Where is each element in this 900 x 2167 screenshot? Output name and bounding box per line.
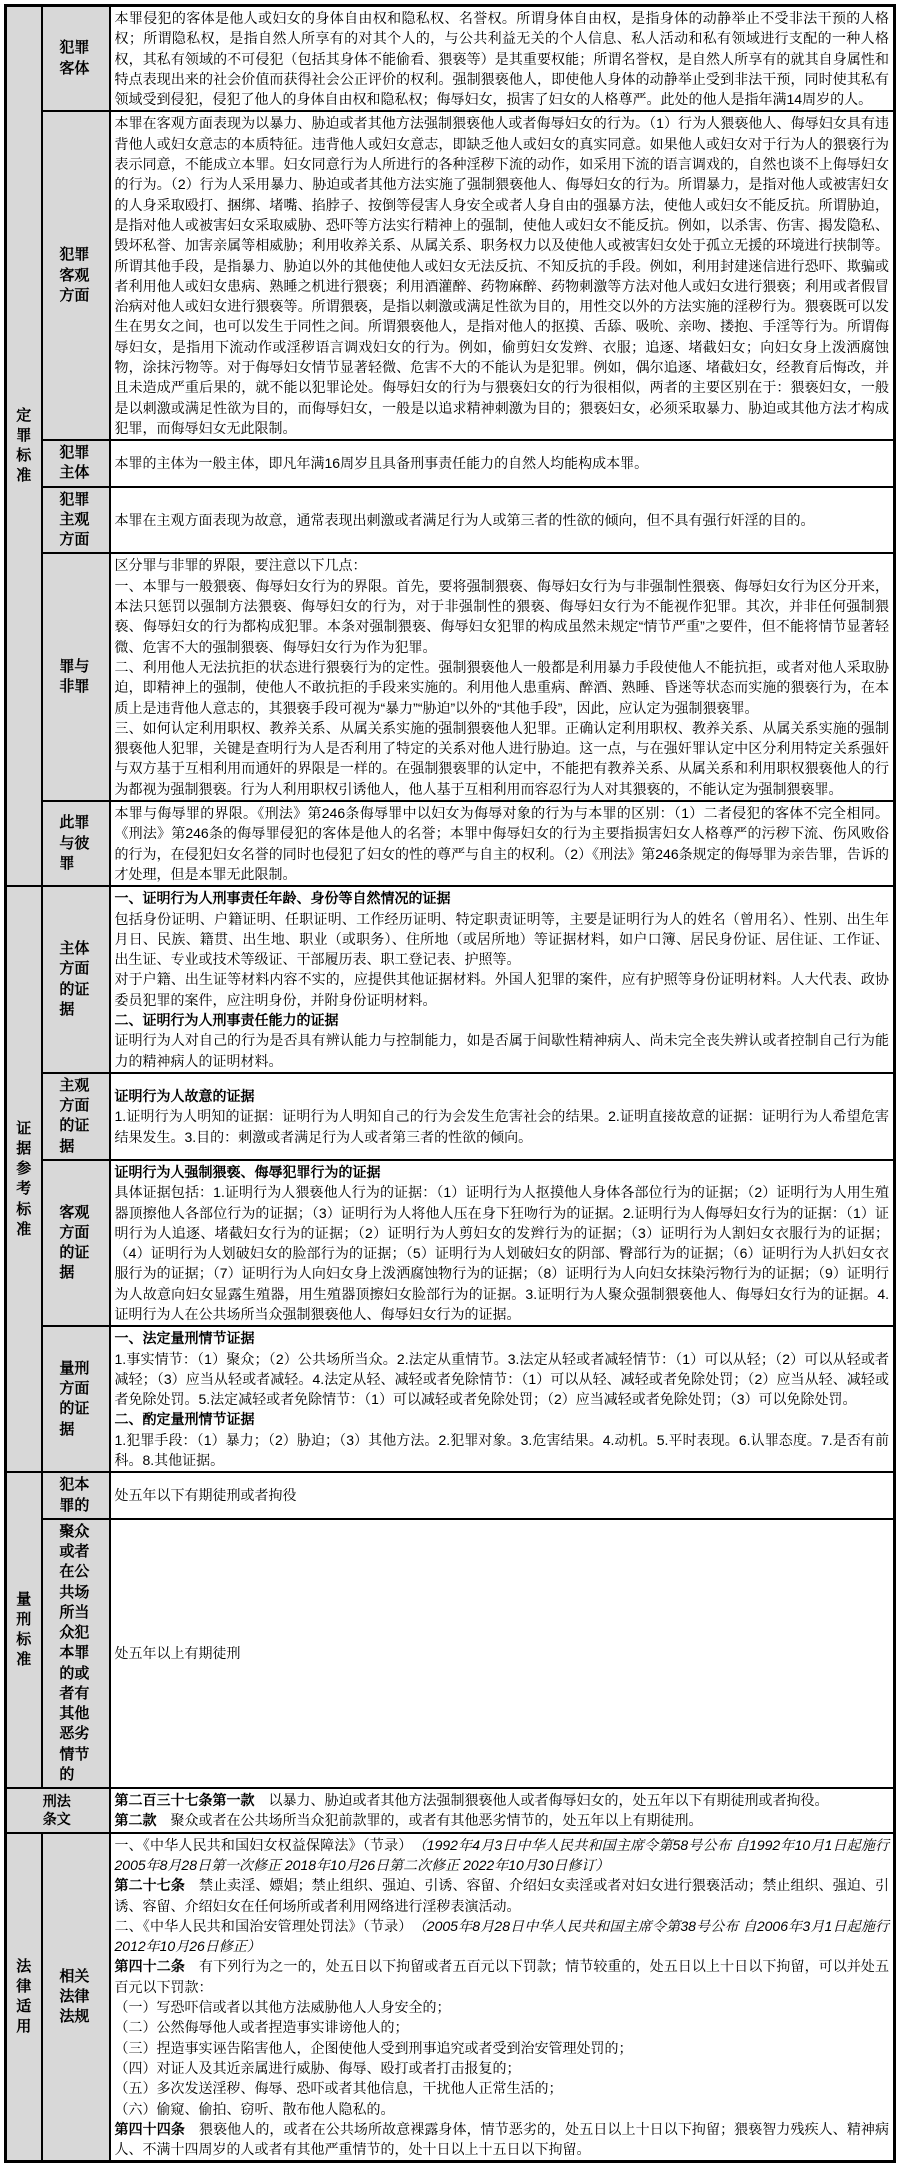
objective-evidence-content: 证明行为人强制猥亵、侮辱犯罪行为的证据 具体证据包括：1.证明行为人猥亵他人行为的证据：（1）证明行为人抠摸他人身体各部位行为的证据；（2）证明行为人用生殖器顶擦他人各部位行为的证据；（3）证明行为人将他人压在身下狂吻行为的证据。2.证明行为人侮辱妇女行为的证据：（1）证明行为人追逐、堵截妇女行为的证据；（2）证明行为人剪妇女的发辫行为的证据；（3）证明行为人割妇女衣服行为的证据；（4）证明行为人划破妇女的脸部行为的证据；（5）证明行为人划破妇女的阴部、臀部行为的证据；（6）证明行为人扒妇女衣服行为的证据；（7）证明行为人向妇女身上泼洒腐蚀物行为的证据；（8）证明行为人向妇女抹染污物行为的证据；（9）证明行为人故意向妇女显露生殖器，用生殖器顶擦妇女脸部行为的证据。3.证明行为人聚众强制猥亵他人、侮辱妇女行为的证据。4.证明行为人在公共场所当众强制猥亵他人、侮辱妇女行为的证据。 xyxy=(110,1160,895,1326)
subject-evidence-content: 一、证明行为人刑事责任年龄、身份等自然情况的证据 包括身份证明、户籍证明、任职证明、工作经历证明、特定职责证明等，主要是证明行为人的姓名（曾用名）、性别、出生年月日、民族、籍贯、出生地、职业（或职务）、住所地（或居所地）等证据材料，如户口簿、居民身份证、居住证、工作证、出生证、专业或技术等级证、干部履历表、职工登记表、护照等。 对于户籍、出生证等材料内容不实的，应提供其他证据材料。外国人犯罪的案件，应有护照等身份证明材料。人大代表、政协委员犯罪的案件，应注明身份，并附身份证明材料。 二、证明行为人刑事责任能力的证据 证明行为人对自己的行为是否具有辨认能力与控制能力，如是否属于间歇性精神病人、尚未完全丧失辨认或者控制自己行为能力的精神病人的证明材料。 xyxy=(110,886,895,1073)
table-row xyxy=(6,487,895,554)
aggravated-offense-penalty: 处五年以上有期徒刑 xyxy=(110,1519,895,1788)
sub-label-crime-vs-noncrime: 罪与非罪 xyxy=(42,553,110,801)
table-row xyxy=(6,1160,895,1326)
section-label-conviction-standard: 定罪标准 xyxy=(6,6,42,887)
table-row xyxy=(6,886,895,1073)
crime-vs-noncrime-content: 区分罪与非罪的界限，要注意以下几点： 一、本罪与一般猥亵、侮辱妇女行为的界限。首先，要将强制猥亵、侮辱妇女行为与非强制性猥亵、侮辱妇女行为区分开来，本法只惩罚以强制方法猥亵、侮辱妇女的行为，对于非强制性的猥亵、侮辱妇女行为不能视作犯罪。其次，并非任何强制猥亵、侮辱妇女的行为都构成犯罪。本条对强制猥亵、侮辱妇女犯罪的构成虽然未规定“情节严重”之要件，但不能将情节显著轻微、危害不大的强制猥亵、侮辱妇女行为作为犯罪。 二、利用他人无法抗拒的状态进行猥亵行为的定性。强制猥亵他人一般都是利用暴力手段使他人不能抗拒，或者对他人采取胁迫，即精神上的强制，使他人不敢抗拒的手段来实施的。利用他人患重病、醉酒、熟睡、昏迷等状态而实施的猥亵行为，在本质上是违背他人意志的，其猥亵手段可视为“暴力”“胁迫”以外的“其他手段”，因此，应认定为强制猥亵罪。 三、如何认定利用职权、教养关系、从属关系实施的强制猥亵他人犯罪。正确认定利用职权、教养关系、从属关系实施的强制猥亵他人犯罪，关键是查明行为人是否利用了特定的关系对他人进行胁迫。这一点，与在强奸罪认定中区分利用特定关系强奸与双方基于互相利用而通奸的界限是一样的。在强制猥亵罪的认定中，不能把有教养关系、从属关系和利用职权猥亵他人的行为都视为强制猥亵。行为人利用职权引诱他人，他人基于互相利用而容忍行为人对其猥亵的，不能认定为强制猥亵罪。 xyxy=(110,553,895,801)
criminal-law-provisions-content: 第二百三十七条第一款 以暴力、胁迫或者其他方法强制猥亵他人或者侮辱妇女的，处五年以下有期徒刑或者拘役。 第二款 聚众或者在公共场所当众犯前款罪的，或者有其他恶劣情节的，处五年以上有期徒刑。 xyxy=(110,1788,895,1833)
table-row xyxy=(6,1788,895,1833)
table-row xyxy=(6,1519,895,1788)
sub-label-related-laws: 相关法律法规 xyxy=(42,1833,110,2162)
table-row xyxy=(6,1472,895,1519)
sub-label-objective-evidence: 客观方面的证据 xyxy=(42,1160,110,1326)
section-label-criminal-law-provisions: 刑法条文 xyxy=(6,1788,110,1833)
table-row xyxy=(6,801,895,886)
sub-label-crime-object: 犯罪客体 xyxy=(42,6,110,112)
sub-label-crime-subjective-aspect: 犯罪主观方面 xyxy=(42,487,110,554)
sub-label-subjective-evidence: 主观方面的证据 xyxy=(42,1073,110,1160)
crime-objective-aspect-content: 本罪在客观方面表现为以暴力、胁迫或者其他方法强制猥亵他人或者侮辱妇女的行为。（1）行为人猥亵他人、侮辱妇女具有违背他人或妇女意志的本质特征。违背他人或妇女意志，即缺乏他人或妇女的真实同意。如果他人或妇女对于行为人的猥亵行为表示同意，不能成立本罪。妇女同意行为人所进行的各种淫秽下流的动作，如采用下流的语言调戏的，自然也谈不上侮辱妇女的行为。（2）行为人采用暴力、胁迫或者其他方法实施了强制猥亵他人、侮辱妇女的行为。所谓暴力，是指对他人或被害妇女的人身采取殴打、捆绑、堵嘴、掐脖子、按倒等侵害人身安全或者人身自由的强暴方法，使他人或妇女不能反抗。所谓胁迫，是指对他人或被害妇女采取威胁、恐吓等方法实行精神上的强制，使他人或妇女不能反抗。例如，以杀害、伤害、揭发隐私、毁坏私誉、加害亲属等相威胁；利用收养关系、从属关系、职务权力以及使他人或被害妇女处于孤立无援的环境进行挟制等。所谓其他手段，是指暴力、胁迫以外的其他使他人或妇女无法反抗、不知反抗的手段。例如，利用封建迷信进行恐吓、欺骗或者利用他人或妇女患病、熟睡之机进行猥亵；利用酒灌醉、药物麻醉、药物刺激等方法对他人或妇女进行猥亵；利用或者假冒治病对他人或妇女进行猥亵等。所谓猥亵，是指以刺激或满足性欲为目的，用性交以外的方法实施的淫秽行为。猥亵既可以发生在男女之间，也可以发生于同性之间。所谓猥亵他人，是指对他人的抠摸、舌舔、吸吮、亲吻、搂抱、手淫等行为。所谓侮辱妇女，是指用下流动作或淫秽语言调戏妇女的行为。例如，偷剪妇女发辫、衣服；追逐、堵截妇女；向妇女身上泼洒腐蚀物，涂抹污物等。对于侮辱妇女情节显著轻微、危害不大的不能认为是犯罪。例如，偶尔追逐、堵截妇女，经教育后悔改，并且未造成严重后果的，就不能以犯罪论处。侮辱妇女的行为与猥亵妇女的行为很相似，两者的主要区别在于：猥亵妇女，一般是以刺激或满足性欲为目的，而侮辱妇女，一般是以追求精神刺激为目的；猥亵妇女，必须采取暴力、胁迫或其他方法才构成犯罪，而侮辱妇女无此限制。 xyxy=(110,111,895,440)
crime-object-content: 本罪侵犯的客体是他人或妇女的身体自由权和隐私权、名誉权。所谓身体自由权，是指身体的动静举止不受非法干预的人格权；所谓隐私权，是指自然人所享有的对其个人的，与公共利益无关的个人信息、私人活动和私有领域进行支配的一种人格权，其私有领域的不可侵犯（包括其身体不能偷看、猥亵等）是其重要权能；所谓名誉权，是自然人所享有的就其自身属性和特点表现出来的社会价值而获得社会公正评价的权利。强制猥亵他人，即使他人身体的动静举止受到非法干预，同时使其私有领域受到侵犯，侵犯了他人的身体自由权和隐私权；侮辱妇女，损害了妇女的人格尊严。此处的他人是指年满14周岁的人。 xyxy=(110,6,895,112)
this-crime-vs-other-crime-content: 本罪与侮辱罪的界限。《刑法》第246条侮辱罪中以妇女为侮辱对象的行为与本罪的区别：（1）二者侵犯的客体不完全相同。《刑法》第246条的侮辱罪侵犯的客体是他人的名誉；本罪中侮辱妇女的行为主要指损害妇女人格尊严的污秽下流、伤风败俗的行为，在侵犯妇女名誉的同时也侵犯了妇女的性的尊严与自主的权利。（2）《刑法》第246条规定的侮辱罪为亲告罪，告诉的才处理，但是本罪无此限制。 xyxy=(110,801,895,886)
sub-label-basic-offense: 犯本罪的 xyxy=(42,1472,110,1519)
table-row xyxy=(6,1073,895,1160)
table-row xyxy=(6,440,895,487)
sub-label-sentencing-evidence: 量刑方面的证据 xyxy=(42,1326,110,1472)
table-row xyxy=(6,1326,895,1472)
sub-label-crime-subject: 犯罪主体 xyxy=(42,440,110,487)
table-row xyxy=(6,111,895,440)
crime-subjective-aspect-content: 本罪在主观方面表现为故意，通常表现出刺激或者满足行为人或第三者的性欲的倾向，但不具有强行奸淫的目的。 xyxy=(110,487,895,554)
basic-offense-penalty: 处五年以下有期徒刑或者拘役 xyxy=(110,1472,895,1519)
sub-label-subject-evidence: 主体方面的证据 xyxy=(42,886,110,1073)
table-row xyxy=(6,1833,895,2162)
table-row xyxy=(6,6,895,112)
subjective-evidence-content: 证明行为人故意的证据 1.证明行为人明知的证据：证明行为人明知自己的行为会发生危害社会的结果。2.证明直接故意的证据：证明行为人希望危害结果发生。3.目的：刺激或者满足行为人或者第三者的性欲的倾向。 xyxy=(110,1073,895,1160)
sub-label-crime-objective-aspect: 犯罪客观方面 xyxy=(42,111,110,440)
section-label-sentencing-standard: 量刑标准 xyxy=(6,1472,42,1788)
related-laws-content: 一、《中华人民共和国妇女权益保障法》（节录） （1992年4月3日中华人民共和国主席令第58号公布 自1992年10月1日起施行 2005年8月28日第一次修正 2018年10月26日第二次修正 2022年10月30日修订） 第二十七条 禁止卖淫、嫖娼；禁止组织、强迫、引诱、容留、介绍妇女卖淫或者对妇女进行猥亵活动；禁止组织、强迫、引诱、容留、介绍妇女在任何场所或者利用网络进行淫秽表演活动。 二、《中华人民共和国治安管理处罚法》（节录） （2005年8月28日中华人民共和国主席令第38号公布 自2006年3月1日起施行 2012年10月26日修正） 第四十二条 有下列行为之一的，处五日以下拘留或者五百元以下罚款；情节较重的，处五日以上十日以下拘留，可以并处五百元以下罚款： （一）写恐吓信或者以其他方法威胁他人人身安全的； （二）公然侮辱他人或者捏造事实诽谤他人的； （三）捏造事实诬告陷害他人，企图使他人受到刑事追究或者受到治安管理处罚的； （四）对证人及其近亲属进行威胁、侮辱、殴打或者打击报复的； （五）多次发送淫秽、侮辱、恐吓或者其他信息，干扰他人正常生活的； （六）偷窥、偷拍、窃听、散布他人隐私的。 第四十四条 猥亵他人的，或者在公共场所故意裸露身体，情节恶劣的，处五日以上十日以下拘留；猥亵智力残疾人、精神病人、不满十四周岁的人或者有其他严重情节的，处十日以上十五日以下拘留。 xyxy=(110,1833,895,2162)
sub-label-aggravated-offense: 聚众或者在公共场所当众犯本罪的或者有其他恶劣情节的 xyxy=(42,1519,110,1788)
section-label-evidence-reference-standard: 证据参考标准 xyxy=(6,886,42,1472)
crime-subject-content: 本罪的主体为一般主体，即凡年满16周岁且具备刑事责任能力的自然人均能构成本罪。 xyxy=(110,440,895,487)
crime-standard-table xyxy=(4,4,896,2163)
sentencing-evidence-content: 一、法定量刑情节证据 1.事实情节：（1）聚众；（2）公共场所当众。2.法定从重情节。3.法定从轻或者减轻情节：（1）可以从轻；（2）可以从轻或者减轻；（3）应当从轻或者减轻。4.法定从轻、减轻或者免除情节：（1）可以从轻、减轻或者免除处罚；（2）应当从轻、减轻或者免除处罚。5.法定减轻或者免除情节：（1）可以减轻或者免除处罚；（2）应当减轻或者免除处罚；（3）可以免除处罚。 二、酌定量刑情节证据 1.犯罪手段：（1）暴力；（2）胁迫；（3）其他方法。2.犯罪对象。3.危害结果。4.动机。5.平时表现。6.认罪态度。7.是否有前科。8.其他证据。 xyxy=(110,1326,895,1472)
table-row xyxy=(6,553,895,801)
sub-label-this-crime-vs-other-crime: 此罪与彼罪 xyxy=(42,801,110,886)
section-label-legal-application: 法律适用 xyxy=(6,1833,42,2162)
